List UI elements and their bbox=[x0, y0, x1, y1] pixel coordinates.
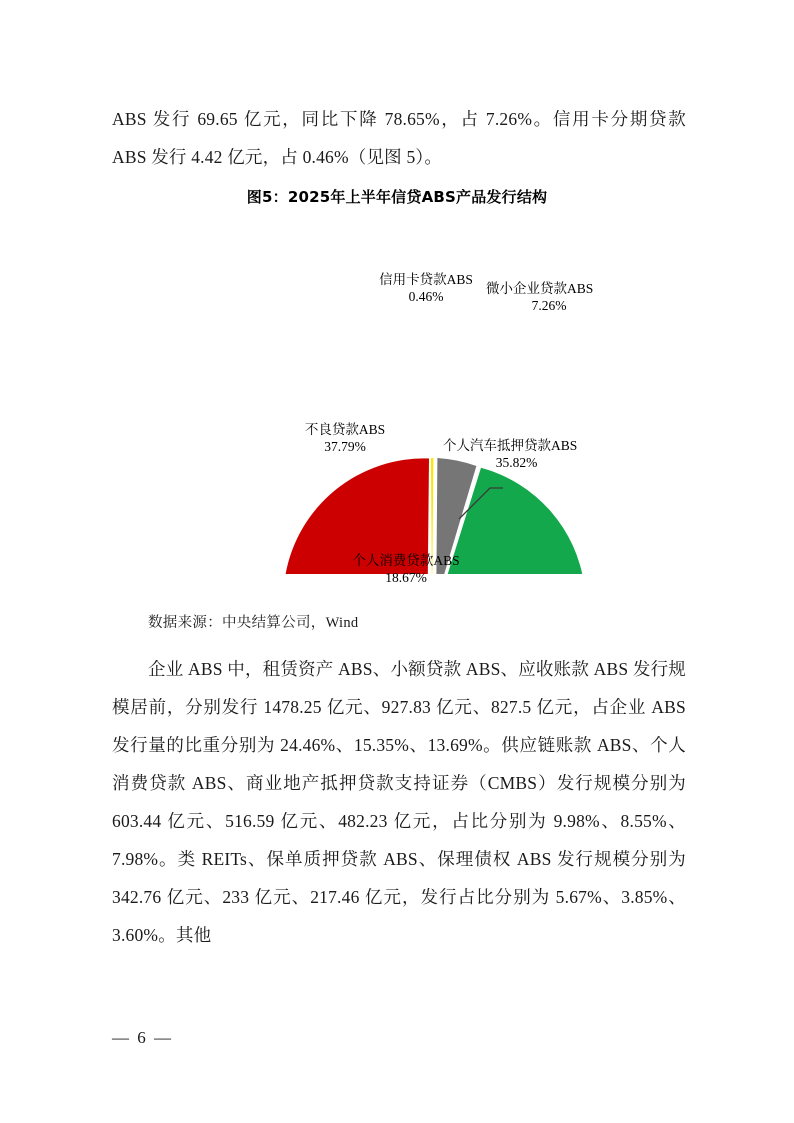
pie-label-micro-enterprise-loan-name: 微小企业贷款ABS bbox=[486, 281, 594, 296]
pie-label-auto-loan-value: 35.82% bbox=[495, 455, 538, 470]
pie-label-micro-enterprise-loan-value: 7.26% bbox=[531, 298, 567, 313]
pie-label-bad-loan-value: 37.79% bbox=[324, 439, 366, 454]
paragraph-body-text: 企业 ABS 中，租赁资产 ABS、小额贷款 ABS、应收账款 ABS 发行规模居前，分别发行 1478.25 亿元、927.83 亿元、827.5 亿元，占企业 ABS 发行量的比重分别为 24.46%、15.35%、13.69%。供应链账款 ABS、个人消费贷款 ABS、商业地产抵押贷款支持证券（CMBS）发行规模分别为 603.44 亿元、516.59 亿元、482.23 亿元，占比分别为 9.98%、8.55%、7.98%。类 REITs、保单质押贷款 ABS、保理债权 ABS 发行规模分别为 342.76 亿元、233 亿元、217.46 亿元，发行占比分别为 5.67%、3.85%、3.60%。其他 bbox=[112, 659, 686, 945]
pie-label-micro-enterprise-loan bbox=[486, 280, 616, 314]
page-number: — 6 — bbox=[112, 1028, 173, 1047]
figure-5 bbox=[0, 186, 794, 586]
pie-label-consumer-loan-name: 个人消费贷款ABS bbox=[352, 553, 460, 568]
pie-label-consumer-loan-value: 18.67% bbox=[385, 570, 427, 585]
paragraph-body bbox=[112, 650, 686, 954]
pie-label-auto-loan bbox=[443, 437, 603, 471]
pie-label-auto-loan-name: 个人汽车抵押贷款ABS bbox=[443, 438, 578, 453]
pie-label-credit-card-loan bbox=[366, 271, 486, 305]
paragraph-top bbox=[112, 100, 686, 176]
paragraph-top-text: ABS 发行 69.65 亿元，同比下降 78.65%，占 7.26%。信用卡分期贷款 ABS 发行 4.42 亿元，占 0.46%（见图 5）。 bbox=[112, 109, 686, 167]
pie-label-bad-loan bbox=[286, 421, 404, 455]
figure-title: 图5：2025年上半年信贷ABS产品发行结构 bbox=[246, 188, 548, 206]
pie-label-bad-loan-name: 不良贷款ABS bbox=[304, 422, 386, 437]
pie-label-credit-card-loan-name: 信用卡贷款ABS bbox=[379, 272, 473, 287]
figure-source: 数据来源：中央结算公司，Wind bbox=[148, 615, 359, 631]
pie-label-consumer-loan bbox=[336, 552, 476, 586]
pie-chart bbox=[0, 214, 794, 585]
pie-chart-svg bbox=[0, 214, 794, 574]
pie-label-credit-card-loan-value: 0.46% bbox=[408, 289, 444, 304]
